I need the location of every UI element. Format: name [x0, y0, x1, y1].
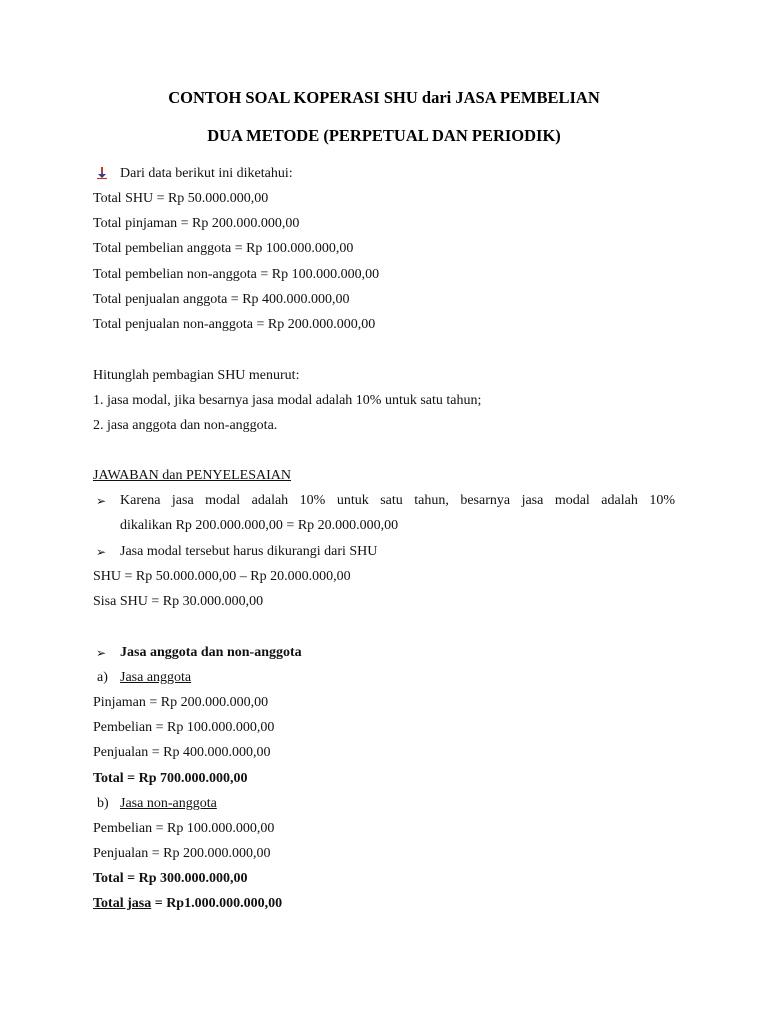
- anggota-pembelian: Pembelian = Rp 100.000.000,00: [93, 720, 275, 735]
- anggota-total: Total = Rp 700.000.000,00: [93, 771, 248, 786]
- section-2-heading: Jasa anggota dan non-anggota: [120, 645, 302, 660]
- question-2: 2. jasa anggota dan non-anggota.: [93, 418, 278, 433]
- grand-total: [93, 895, 282, 913]
- list-marker-a: a): [97, 670, 108, 685]
- arrow-bullet-icon: ➢: [96, 646, 107, 660]
- answer-bullet-1-line-2: dikalikan Rp 200.000.000,00 = Rp 20.000.000,00: [120, 518, 399, 533]
- answer-heading: JAWABAN dan PENYELESAIAN: [93, 468, 291, 483]
- data-line-penjualan-anggota: Total penjualan anggota = Rp 400.000.000,00: [93, 292, 350, 307]
- arrow-bullet-icon: ➢: [96, 545, 107, 559]
- data-line-pembelian-non-anggota: Total pembelian non-anggota = Rp 100.000.000,00: [93, 267, 380, 282]
- arrow-bullet-icon: ➢: [96, 494, 107, 508]
- shu-calculation: SHU = Rp 50.000.000,00 – Rp 20.000.000,00: [93, 569, 351, 584]
- list-marker-b: b): [97, 796, 109, 811]
- data-line-pembelian-anggota: Total pembelian anggota = Rp 100.000.000,00: [93, 241, 354, 256]
- non-anggota-pembelian: Pembelian = Rp 100.000.000,00: [93, 821, 275, 836]
- anggota-penjualan: Penjualan = Rp 400.000.000,00: [93, 745, 271, 760]
- pin-bullet-icon: [95, 166, 109, 180]
- non-anggota-penjualan: Penjualan = Rp 200.000.000,00: [93, 846, 271, 861]
- jasa-anggota-label: Jasa anggota: [120, 670, 192, 685]
- anggota-pinjaman: Pinjaman = Rp 200.000.000,00: [93, 695, 269, 710]
- data-line-total-shu: Total SHU = Rp 50.000.000,00: [93, 191, 269, 206]
- intro-text: Dari data berikut ini diketahui:: [120, 166, 293, 181]
- answer-bullet-1-line-1: Karena jasa modal adalah 10% untuk satu tahun, besarnya jasa modal adalah 10%: [120, 493, 675, 508]
- data-line-penjualan-non-anggota: Total penjualan non-anggota = Rp 200.000.000,00: [93, 317, 376, 332]
- sisa-shu: Sisa SHU = Rp 30.000.000,00: [93, 594, 264, 609]
- grand-total-value: = Rp1.000.000.000,00: [151, 896, 283, 911]
- question-1: 1. jasa modal, jika besarnya jasa modal adalah 10% untuk satu tahun;: [93, 393, 482, 408]
- question-intro: Hitunglah pembagian SHU menurut:: [93, 368, 300, 383]
- jasa-non-anggota-label: Jasa non-anggota: [120, 796, 217, 811]
- doc-title-line-2: DUA METODE (PERPETUAL DAN PERIODIK): [207, 126, 561, 145]
- non-anggota-total: Total = Rp 300.000.000,00: [93, 871, 248, 886]
- doc-title-line-1: CONTOH SOAL KOPERASI SHU dari JASA PEMBELIAN: [168, 88, 600, 107]
- answer-bullet-2: Jasa modal tersebut harus dikurangi dari SHU: [120, 544, 378, 559]
- data-line-total-pinjaman: Total pinjaman = Rp 200.000.000,00: [93, 216, 300, 231]
- grand-total-label: Total jasa: [93, 896, 152, 911]
